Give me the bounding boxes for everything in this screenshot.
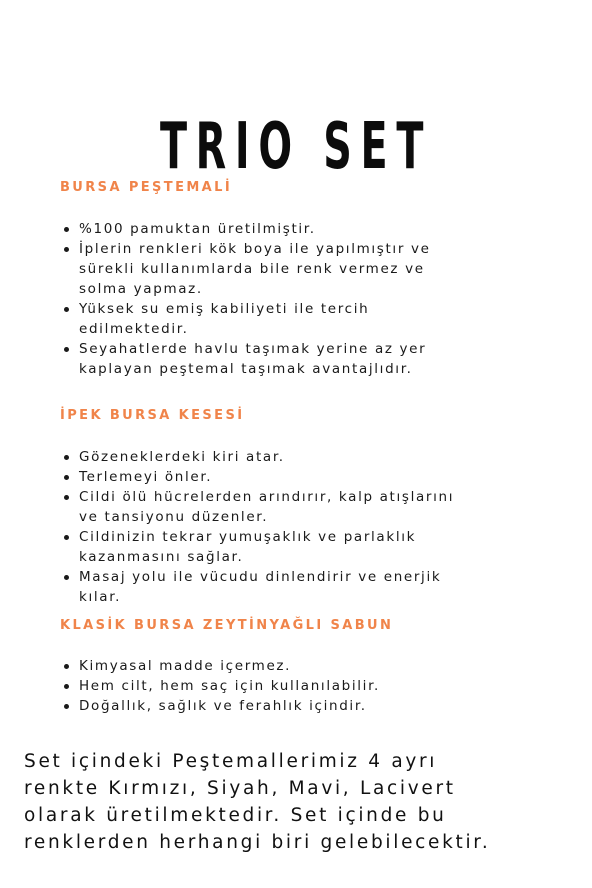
list-item	[60, 219, 431, 239]
bullet-icon	[64, 684, 69, 689]
bullet-icon	[64, 455, 69, 460]
page-title: TRIO SET	[159, 109, 433, 184]
bullet-list-klasik-bursa-sabun	[60, 656, 380, 716]
list-item-text: Doğallık, sağlık ve ferahlık içindir.	[79, 698, 367, 714]
list-item-text: kaplayan peştemal taşımak avantajlıdır.	[79, 361, 413, 377]
bullet-icon	[64, 475, 69, 480]
list-item-text: Gözeneklerdeki kiri atar.	[79, 449, 285, 465]
list-item-text: Masaj yolu ile vücudu dinlendirir ve enerjik	[79, 569, 442, 585]
bullet-icon	[64, 495, 69, 500]
list-item	[60, 676, 380, 696]
list-item-text: edilmektedir.	[79, 321, 189, 337]
bullet-icon	[64, 704, 69, 709]
list-item-text: İplerin renkleri kök boya ile yapılmıştır ve	[79, 241, 431, 257]
list-item-text: Cildi ölü hücrelerden arındırır, kalp atışlarını	[79, 489, 455, 505]
bullet-icon	[64, 575, 69, 580]
list-item-text: Cildinizin tekrar yumuşaklık ve parlaklık	[79, 529, 417, 545]
list-item	[60, 467, 454, 487]
bullet-icon	[64, 227, 69, 232]
list-item-text: kazanmasını sağlar.	[79, 549, 244, 565]
list-item	[60, 447, 454, 467]
list-item-text: kılar.	[79, 589, 122, 605]
bullet-icon	[64, 347, 69, 352]
list-item-text: Hem cilt, hem saç için kullanılabilir.	[79, 678, 380, 694]
list-item	[60, 299, 431, 339]
bullet-icon	[64, 307, 69, 312]
bullet-list-ipek-bursa-kesesi	[60, 447, 454, 607]
footer-note	[24, 748, 491, 856]
list-item-text: Kimyasal madde içermez.	[79, 658, 292, 674]
list-item-text: solma yapmaz.	[79, 281, 203, 297]
list-item	[60, 339, 431, 379]
list-item	[60, 567, 454, 607]
section-heading-bursa-pestemali: BURSA PEŞTEMALİ	[60, 180, 233, 195]
list-item-text: %100 pamuktan üretilmiştir.	[79, 221, 316, 237]
list-item	[60, 527, 454, 567]
list-item-text: Yüksek su emiş kabiliyeti ile tercih	[79, 301, 370, 317]
footer-line: Set içindeki Peştemallerimiz 4 ayrı	[24, 751, 438, 772]
list-item-text: ve tansiyonu düzenler.	[79, 509, 269, 525]
footer-line: renklerden herhangi biri gelebilecektir.	[24, 832, 491, 853]
list-item-text: Terlemeyi önler.	[79, 469, 213, 485]
list-item	[60, 696, 380, 716]
list-item	[60, 239, 431, 299]
bullet-icon	[64, 664, 69, 669]
section-heading-ipek-bursa-kesesi: İPEK BURSA KESESİ	[60, 408, 245, 423]
list-item-text: Seyahatlerde havlu taşımak yerine az yer	[79, 341, 427, 357]
bullet-icon	[64, 247, 69, 252]
list-item	[60, 487, 454, 527]
footer-line: renkte Kırmızı, Siyah, Mavi, Lacivert	[24, 778, 456, 799]
bullet-list-bursa-pestemali	[60, 219, 431, 379]
footer-line: olarak üretilmektedir. Set içinde bu	[24, 805, 447, 826]
list-item-text: sürekli kullanımlarda bile renk vermez ve	[79, 261, 425, 277]
section-heading-klasik-bursa-sabun: KLASİK BURSA ZEYTİNYAĞLI SABUN	[60, 618, 394, 633]
list-item	[60, 656, 380, 676]
bullet-icon	[64, 535, 69, 540]
